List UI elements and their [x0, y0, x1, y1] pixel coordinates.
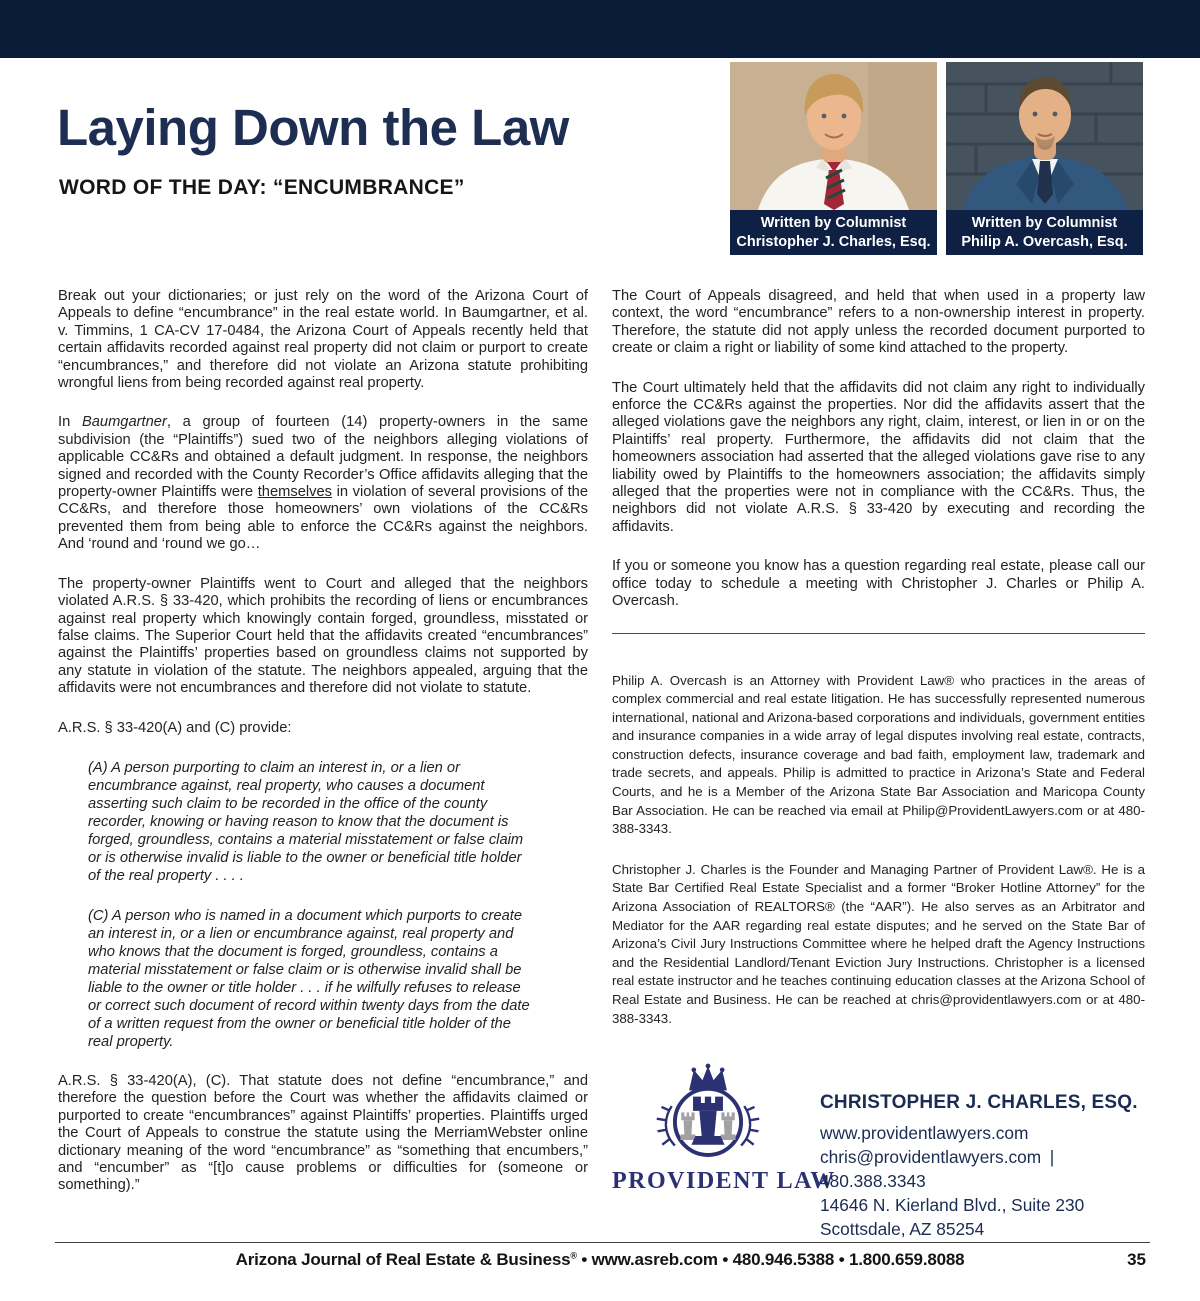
paragraph-statute-argument: A.R.S. § 33-420(A), (C). That statute does not define “encumbrance,” and therefore the question before the Court was whether the affidavits claimed or purported to create “encumbrances” against Plaintiffs’ properties. Plaintiffs urged the Court of Appeals to construe the statute using the MerriamWebster online dictionary meaning of the word “encumbrance” as “something that encumbers,” and “encumber” as “[t]o cause problems or difficulties for (someone or something).”	[58, 1072, 588, 1194]
provident-law-logo	[612, 1062, 836, 1241]
contact-website: www.providentlawyers.com	[820, 1123, 1029, 1143]
journal-name: Arizona Journal of Real Estate & Business	[235, 1250, 571, 1269]
page-subtitle: WORD OF THE DAY: “ENCUMBRANCE”	[59, 176, 465, 199]
statute-quote-section-a: (A) A person purporting to claim an interest in, or a lien or encumbrance against, real property, who causes a document asserting such claim to be recorded in the office of the county recorder, knowing or having reason to know that the document is forged, groundless, contains a material misstatement or false claim or is otherwise invalid is liable to the owner or beneficial title holder of the real property . . . .	[88, 759, 524, 884]
author-photo-card-charles	[730, 62, 937, 255]
rook-crest-icon	[626, 1062, 790, 1166]
paragraph-call-to-action: If you or someone you know has a question regarding real estate, please call our office today to schedule a meeting with Christopher J. Charles or Philip A. Overcash.	[612, 558, 1145, 610]
paragraph-statute-claim: The property-owner Plaintiffs went to Court and alleged that the neighbors violated A.R.S. § 33-420, which prohibits the recording of liens or encumbrances against real property which knowingly contain forged, groundless, misstated or false claims. The Superior Court held that the affidavits created “encumbrances” against the Plaintiffs’ properties based on groundless claims not supported by any statute in violation of the statute. The neighbors appealed, arguing that the affidavits were not encumbrances and therefore did not violate to statute.	[58, 575, 588, 697]
caption-line: Written by Columnist	[760, 214, 907, 231]
firm-contact-block	[612, 1062, 1152, 1241]
page-number: 35	[1127, 1250, 1146, 1269]
article-right-column	[612, 288, 1145, 1050]
contact-address-city: Scottsdale, AZ 85254	[820, 1219, 985, 1239]
contact-attorney-name: CHRISTOPHER J. CHARLES, ESQ.	[820, 1092, 1138, 1113]
statute-quote-section-c: (C) A person who is named in a document which purports to create an interest in, or a lien or encumbrance against, real property and who knows that the document is forged, groundless, contains a material misstatement or false claim or is otherwise invalid shall be liable to the owner or title holder . . . if he wilfully refuses to release or correct such document of record within twenty days from the date of a written request from the owner or beneficial title holder of the real property.	[88, 907, 530, 1050]
case-name-italic: Baumgartner	[81, 414, 167, 431]
paragraph-court-disagreed: The Court of Appeals disagreed, and held that when used in a property law context, the word “encumbrance” refers to a non-ownership interest in property. Therefore, the statute did not apply unless the recorded document purported to create or claim a right or liability of some kind attached to the property.	[612, 288, 1145, 357]
registered-mark: ®	[570, 1250, 577, 1261]
author-photo-card-overcash	[946, 62, 1143, 255]
paragraph-case-summary	[58, 414, 588, 553]
page-title: Laying Down the Law	[57, 99, 569, 156]
contact-address-street: 14646 N. Kierland Blvd., Suite 230	[820, 1195, 1085, 1215]
headshot-illustration-charles	[730, 62, 937, 210]
text-run: in violation of several provisions of the CC&Rs, and therefore those homeowners’ own violations of the CC&Rs prevented them from being able to enforce the CC&Rs against the neighbors. And ‘round and ‘round we go…	[58, 484, 588, 553]
contact-details	[820, 1062, 1152, 1241]
photo-caption-charles	[730, 210, 937, 255]
journal-contact-info: • www.asreb.com • 480.946.5388 • 1.800.659.8088	[576, 1250, 965, 1269]
text-run: In	[58, 414, 82, 431]
caption-line: Written by Columnist	[971, 214, 1118, 231]
author-photos	[730, 62, 1143, 255]
bio-divider-rule	[612, 633, 1145, 634]
paragraph-intro: Break out your dictionaries; or just rely on the word of the Arizona Court of Appeals to define “encumbrance” in the real estate world. In Baumgartner, et al. v. Timmins, 1 CA-CV 17-0484, the Arizona Court of Appeals recently held that certain affidavits recorded against real property did not claim or purport to create “encumbrances,” and therefore did not violate an Arizona statute prohibiting wrongful liens from being recorded against real property.	[58, 288, 588, 392]
contact-email-phone: chris@providentlawyers.com | 480.388.3343	[820, 1147, 1063, 1191]
article-left-column	[58, 288, 588, 1217]
top-navy-bar	[0, 0, 1200, 58]
caption-line: Philip A. Overcash, Esq.	[961, 233, 1128, 250]
headshot-illustration-overcash	[946, 62, 1143, 210]
headshot-photo-christopher-charles	[730, 62, 937, 210]
footer-rule	[55, 1242, 1150, 1243]
bio-christopher-charles: Christopher J. Charles is the Founder and Managing Partner of Provident Law®. He is a State Bar Certified Real Estate Specialist and a former “Broker Hotline Attorney” for the Arizona Association of REALTORS® (the “AAR”). He also serves as an Arbitrator and Mediator for the AAR regarding real estate disputes; and he served on the State Bar of Arizona’s Civil Jury Instructions Committee where he helped draft the Agency Instructions and the Residential Landlord/Tenant Eviction Jury Instructions. Christopher is a licensed real estate instructor and he teaches continuing education classes at the Arizona School of Real Estate and Business. He can be reached at chris@providentlawyers.com or at 480-388-3343.	[612, 861, 1145, 1026]
bio-philip-overcash: Philip A. Overcash is an Attorney with Provident Law® who practices in the areas of complex commercial and real estate litigation. He has successfully represented numerous international, national and Arizona-based corporations and individuals, government entities and insurance companies in a wide array of legal disputes involving real estate, contracts, construction defects, insurance coverage and bad faith, employment law, trademark and trade secrets, and appeals. Philip is admitted to practice in Arizona’s State and Federal Courts, and he is a Member of the Arizona State Bar Association and Maricopa County Bar Association. He can be reached via email at Philip@ProvidentLawyers.com or at 480-388-3343.	[612, 672, 1145, 837]
headshot-photo-philip-overcash	[946, 62, 1143, 210]
underlined-word: themselves	[257, 484, 332, 501]
text-run: , a group of fourteen (14) property-owners in the same subdivision (the “Plaintiffs”) sued two of the neighbors alleging violations of applicable CC&Rs and obtained a default judgment. In response, the neighbors signed and recorded with the County Recorder’s Office affidavits alleging that the property-owner Plaintiffs were	[58, 414, 588, 501]
paragraph-holding: The Court ultimately held that the affidavits did not claim any right to individually enforce the CC&Rs against the properties. Nor did the affidavits assert that the alleged violations gave the neighbors any right, claim, interest, or lien in or on the Plaintiffs’ real property. Furthermore, the affidavits did not claim that the homeowners association had asserted that the alleged violations gave rise to any liability owed by Plaintiffs to the homeowners association; the affidavits simply alleged that the properties were not in compliance with the CC&Rs. Thus, the neighbors did not violate A.R.S. § 33-420 by executing and recording the affidavits.	[612, 379, 1145, 535]
brand-wordmark: PROVIDENT LAW	[612, 1168, 836, 1194]
footer-journal-line	[0, 1250, 1200, 1270]
photo-caption-overcash	[946, 210, 1143, 255]
caption-line: Christopher J. Charles, Esq.	[736, 233, 931, 250]
paragraph-statute-lead-in: A.R.S. § 33-420(A) and (C) provide:	[58, 719, 292, 736]
